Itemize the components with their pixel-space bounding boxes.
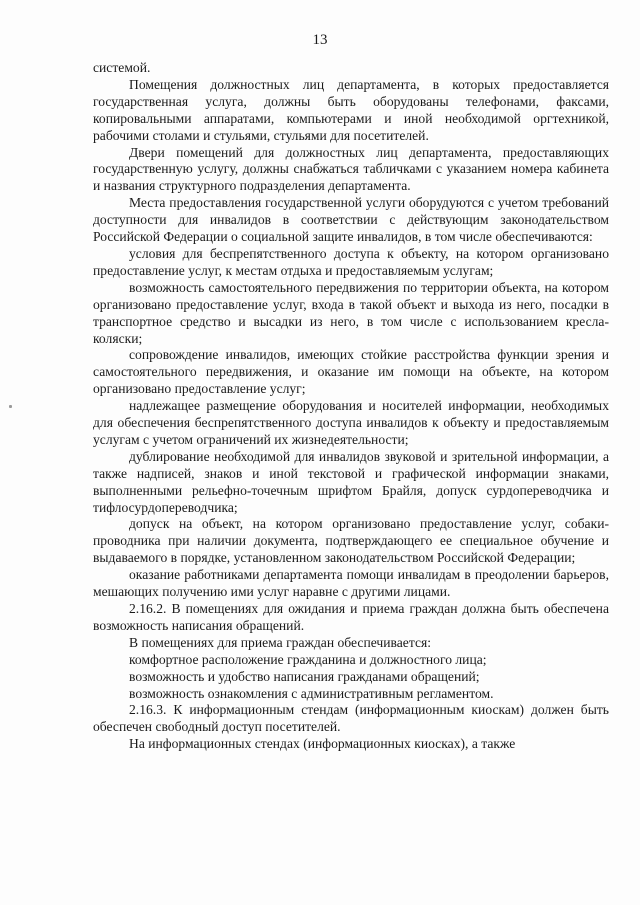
paragraph-accessibility-intro: Места предоставления государственной услуги оборудуются с учетом требований доступности для инвалидов в соответствии с действующим законодательством Российской Федерации о социальной защите инвалидов, в том числе обеспечиваются: <box>93 195 609 245</box>
paragraph-section-2-16-2: 2.16.2. В помещениях для ожидания и приема граждан должна быть обеспечена возможность написания обращений. <box>93 601 609 633</box>
paragraph-continuation: системой. <box>93 60 151 75</box>
page-number: 13 <box>312 32 328 48</box>
list-item-unobstructed-access: условия для беспрепятственного доступа к объекту, на котором организовано предоставление услуг, к местам отдыха и предоставляемым услугам; <box>93 245 609 278</box>
list-item-guide-dog: допуск на объект, на котором организовано предоставление услуг, собаки-проводника при наличии документа, подтверждающего ее специальное обучение и выдаваемого в порядке, установленном законодательством Российской Федерации; <box>93 516 609 566</box>
list-item-escort: сопровождение инвалидов, имеющих стойкие расстройства функции зрения и самостоятельного передвижения, и оказание им помощи на объекте, на котором организовано предоставление услуг; <box>93 347 609 397</box>
paragraph-office-equipment: Помещения должностных лиц департамента, в которых предоставляется государственная услуга, должны быть оборудованы телефонами, факсами, копировальными аппаратами, компьютерами и иной необходимой оргтехникой, рабочими столами и стульями, стульями для посетителей. <box>93 76 609 143</box>
list-item-independent-movement: возможность самостоятельного передвижения по территории объекта, на котором организовано предоставление услуг, входа в такой объект и выхода из него, посадки в транспортное средство и высадки из него, в том числе с использованием кресла-коляски; <box>93 279 609 346</box>
list-item-staff-assistance: оказание работниками департамента помощи инвалидам в преодолении барьеров, мешающих получению ими услуг наравне с другими лицами. <box>93 567 609 600</box>
paragraph-information-stands: На информационных стендах (информационных киосках), а также <box>129 736 516 752</box>
list-item-writing-convenience: возможность и удобство написания гражданами обращений; <box>129 668 480 684</box>
document-body <box>93 60 609 753</box>
list-item-comfortable-placement: комфортное расположение гражданина и должностного лица; <box>129 651 487 667</box>
paragraph-door-plates: Двери помещений для должностных лиц департамента, предоставляющих государственную услугу, должны снабжаться табличками с указанием номера кабинета и названия структурного подразделения департамента. <box>93 144 609 194</box>
list-item-information-duplication: дублирование необходимой для инвалидов звуковой и зрительной информации, а также надписей, знаков и иной текстовой и графической информации знаками, выполненными рельефно-точечным шрифтом Брайля, допуск сурдопереводчика и тифлосурдопереводчика; <box>93 448 609 515</box>
scan-margin-mark <box>9 405 12 408</box>
paragraph-section-2-16-3: 2.16.3. К информационным стендам (информационным киоскам) должен быть обеспечен свободный доступ посетителей. <box>93 702 609 735</box>
paragraph-reception-rooms: В помещениях для приема граждан обеспечивается: <box>129 634 432 650</box>
list-item-regulation-review: возможность ознакомления с административным регламентом. <box>129 685 494 701</box>
list-item-equipment-placement: надлежащее размещение оборудования и носителей информации, необходимых для обеспечения беспрепятственного доступа инвалидов к объекту и предоставляемым услугам с учетом ограничений их жизнедеятельности; <box>93 398 609 447</box>
